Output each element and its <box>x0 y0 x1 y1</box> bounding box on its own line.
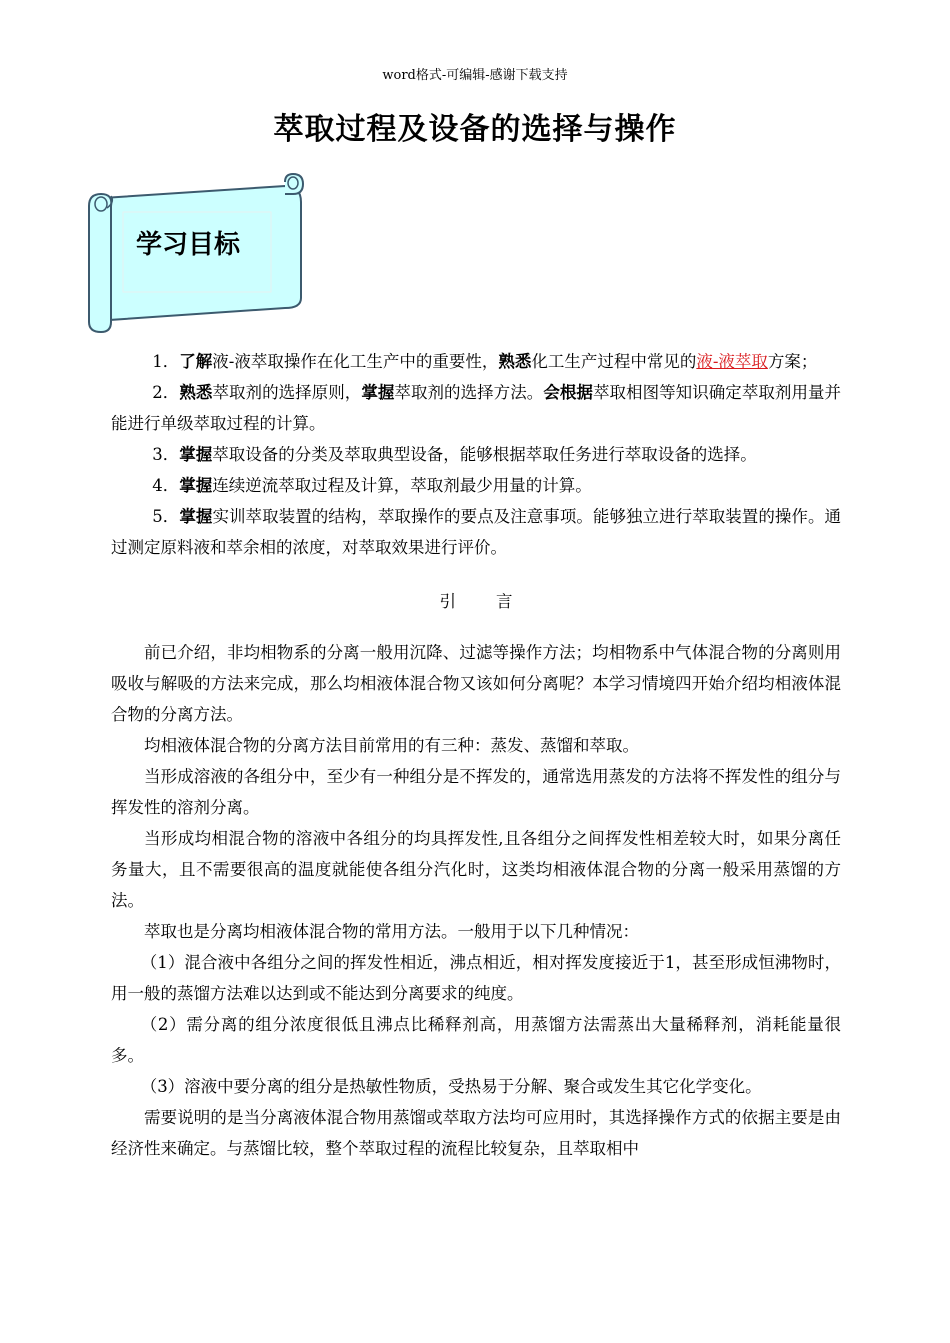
objectives-label: 学习目标 <box>136 230 241 260</box>
case-item: （3）溶液中要分离的组分是热敏性物质，受热易于分解、聚合或发生其它化学变化。 <box>140 1077 762 1096</box>
section-heading: 引 言 <box>439 592 513 611</box>
document-title: 萃取过程及设备的选择与操作 <box>273 112 677 147</box>
liquid-liquid-extraction-link[interactable]: 液-液萃取 <box>696 352 768 371</box>
paragraph: 当形成溶液的各组分中，至少有一种组分是不挥发的，通常选用蒸发的方法将不挥发性的组分与挥发性的溶剂分离。 <box>111 767 841 817</box>
objective-4: 4．掌握连续逆流萃取过程及计算，萃取剂最少用量的计算。 <box>152 476 592 495</box>
objective-3: 3．掌握萃取设备的分类及萃取典型设备，能够根据萃取任务进行萃取设备的选择。 <box>152 445 757 464</box>
case-item: （1）混合液中各组分之间的挥发性相近，沸点相近，相对挥发度接近于1，甚至形成恒沸物时，用一般的蒸馏方法难以达到或不能达到分离要求的纯度。 <box>111 953 841 1003</box>
objective-2: 2．熟悉萃取剂的选择原则，掌握萃取剂的选择方法。会根据萃取相图等知识确定萃取剂用量并能进行单级萃取过程的计算。 <box>111 383 842 433</box>
paragraph: 当形成均相混合物的溶液中各组分的均具挥发性,且各组分之间挥发性相差较大时，如果分离任务量大，且不需要很高的温度就能使各组分汽化时，这类均相液体混合物的分离一般采用蒸馏的方法。 <box>111 829 841 910</box>
objective-5: 5．掌握实训萃取装置的结构，萃取操作的要点及注意事项。能够独立进行萃取装置的操作。通过测定原料液和萃余相的浓度，对萃取效果进行评价。 <box>111 507 842 557</box>
paragraph: 萃取也是分离均相液体混合物的常用方法。一般用于以下几种情况： <box>144 922 639 941</box>
objective-1: 1．了解液-液萃取操作在化工生产中的重要性，熟悉化工生产过程中常见的液-液萃取方案； <box>152 352 818 371</box>
case-item: （2）需分离的组分浓度很低且沸点比稀释剂高，用蒸馏方法需蒸出大量稀释剂，消耗能量很多。 <box>111 1015 841 1065</box>
paragraph: 前已介绍，非均相物系的分离一般用沉降、过滤等操作方法；均相物系中气体混合物的分离则用吸收与解吸的方法来完成，那么均相液体混合物又该如何分离呢？本学习情境四开始介绍均相液体混合物的分离方法。 <box>111 643 841 724</box>
document-body <box>111 346 841 1164</box>
paragraph: 需要说明的是当分离液体混合物用蒸馏或萃取方法均可应用时，其选择操作方式的依据主要是由经济性来确定。与蒸馏比较，整个萃取过程的流程比较复杂，且萃取相中 <box>111 1108 841 1158</box>
paragraph: 均相液体混合物的分离方法目前常用的有三种：蒸发、蒸馏和萃取。 <box>144 736 639 755</box>
page-header: word格式-可编辑-感谢下载支持 <box>382 68 568 83</box>
